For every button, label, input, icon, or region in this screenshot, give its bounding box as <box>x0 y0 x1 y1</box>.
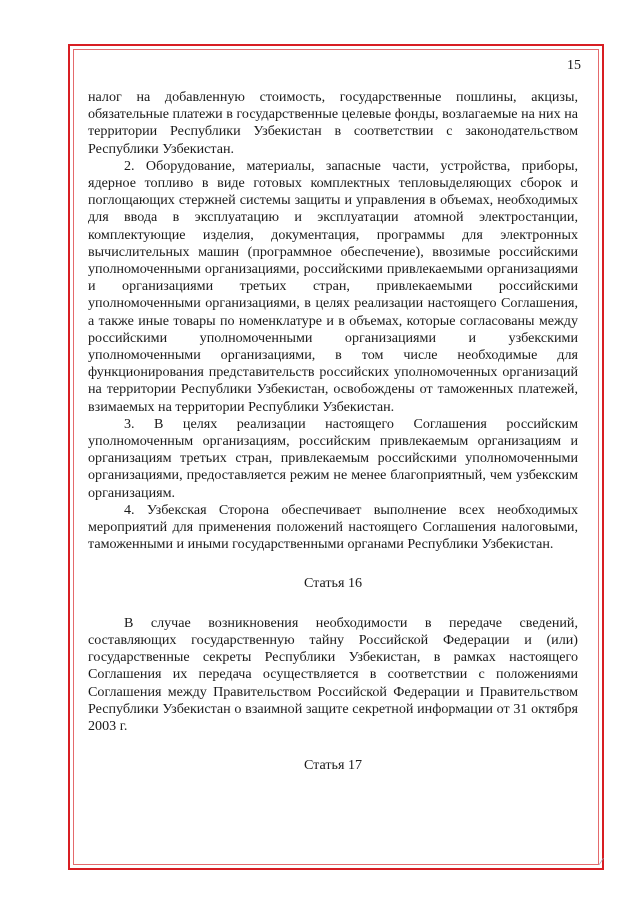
paragraph-item-2: 2. Оборудование, материалы, запасные части, устройства, приборы, ядерное топливо в виде готовых комплектных тепловыделяющих сборок и поглощающих стержней системы защиты и управления в объемах, необходимых для ввода в эксплуатацию и эксплуатации атомной электростанции, комплектующие изделия, документация, программы для электронных вычислительных машин (программное обеспечение), ввозимые российскими уполномоченными организациями, российскими привлекаемыми организациями и организациями третьих стран, привлекаемыми российскими уполномоченными организациями, в целях реализации настоящего Соглашения, а также иные товары по номенклатуре и в объемах, которые согласованы между российскими уполномоченными организациями и узбекскими уполномоченными организациями, в том числе необходимые для функционирования представительств российских уполномоченных организаций на территории Республики Узбекистан, освобождены от таможенных платежей, взимаемых на территории Республики Узбекистан. <box>88 157 578 415</box>
page-number: 15 <box>567 58 581 73</box>
paragraph-item-4: 4. Узбекская Сторона обеспечивает выполнение всех необходимых мероприятий для применения положений настоящего Соглашения налоговыми, таможенными и иными государственными органами Республики Узбекистан. <box>88 501 578 553</box>
document-body <box>88 89 578 774</box>
article-16-heading: Статья 16 <box>303 575 363 592</box>
paragraph-item-3: 3. В целях реализации настоящего Соглашения российским уполномоченным организациям, российским привлекаемым организациям и организациям третьих стран, привлекаемым российскими уполномоченными организациями, предоставляется режим не менее благоприятный, чем узбекским организациям. <box>88 415 578 501</box>
article-16-text: В случае возникновения необходимости в передаче сведений, составляющих государственную тайну Российской Федерации и (или) государственные секреты Республики Узбекистан, в рамках настоящего Соглашения их передача осуществляется в соответствии с положениями Соглашения между Правительством Российской Федерации и Правительством Республики Узбекистан о взаимной защите секретной информации от 31 октября 2003 г. <box>88 614 578 734</box>
article-17-heading: Статья 17 <box>303 757 363 774</box>
corner-mark-icon: ⁄ <box>600 857 602 868</box>
paragraph-continuation: налог на добавленную стоимость, государственные пошлины, акцизы, обязательные платежи в государственные целевые фонды, возлагаемые на них на территории Республики Узбекистан в соответствии с законодательством Республики Узбекистан. <box>88 89 578 157</box>
